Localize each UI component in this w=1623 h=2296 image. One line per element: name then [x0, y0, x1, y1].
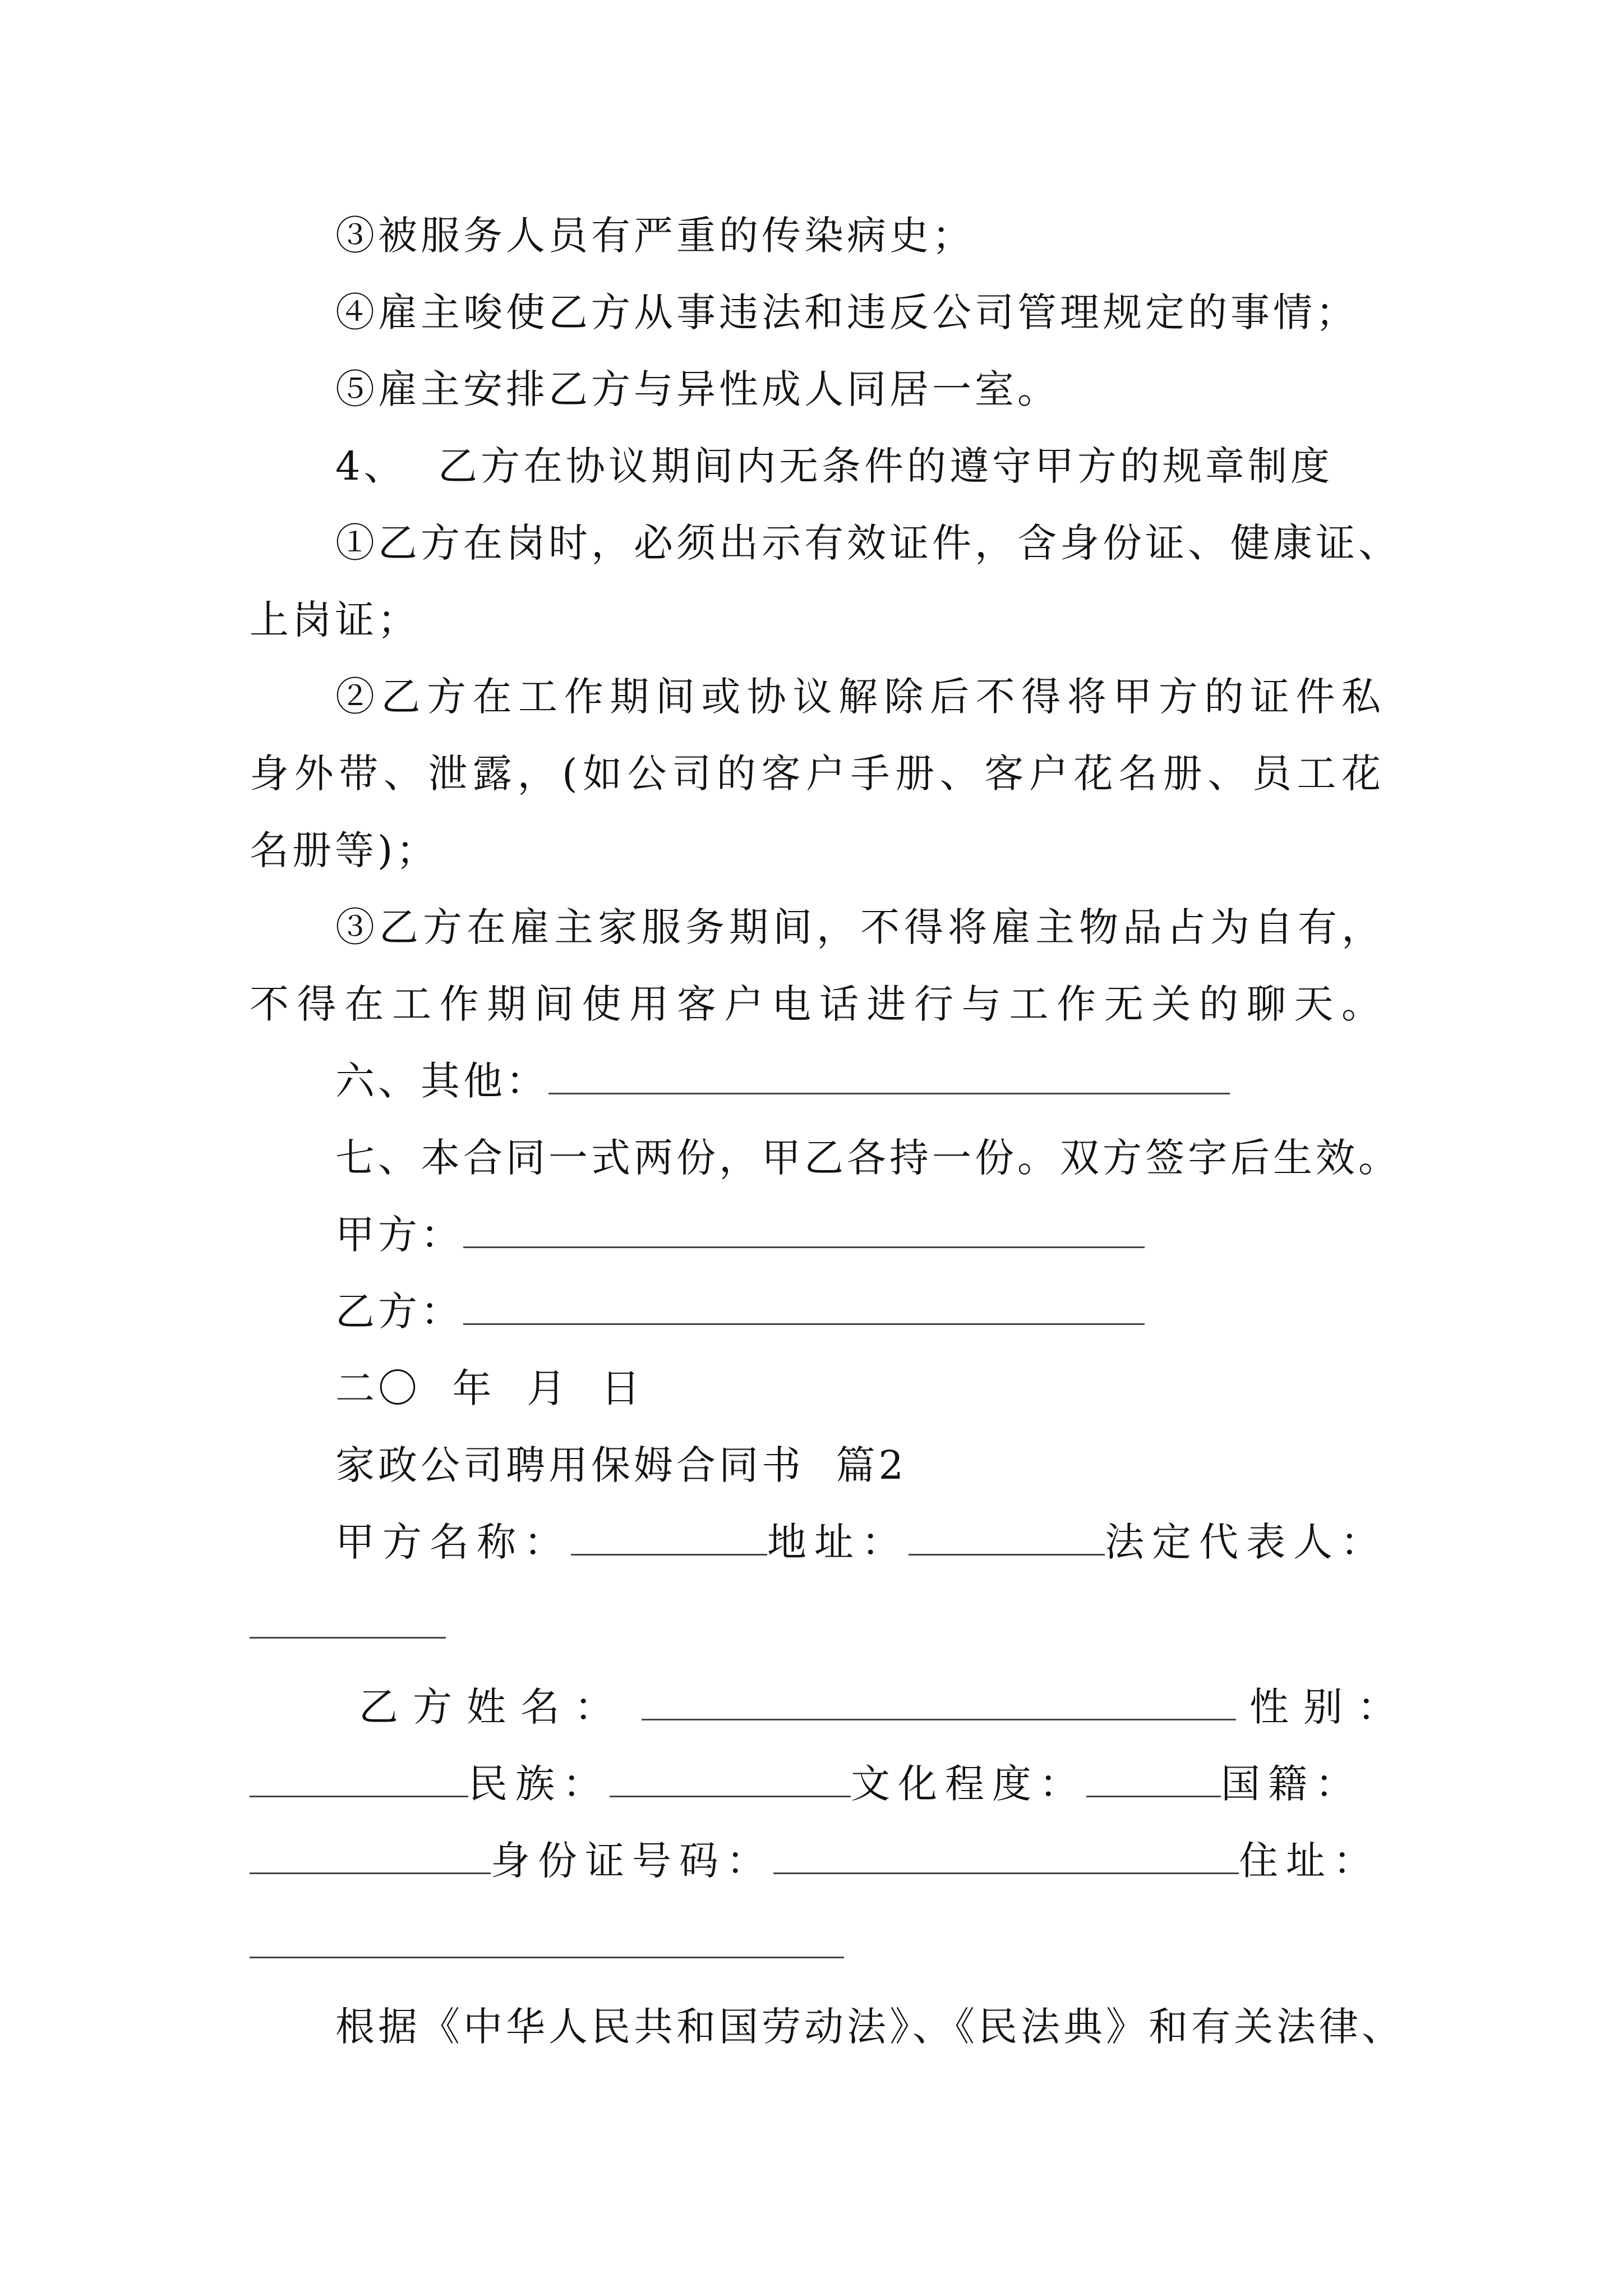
other-clause — [335, 1056, 1230, 1106]
gender-blank[interactable] — [250, 1759, 468, 1797]
residence-label: 住址： — [1239, 1838, 1380, 1884]
education-label: 文化程度： — [851, 1761, 1086, 1807]
party-b-info-line1 — [359, 1682, 1411, 1732]
address-blank[interactable] — [909, 1517, 1105, 1556]
legal-rep-label: 法定代表人： — [1105, 1519, 1387, 1565]
nationality-blank[interactable] — [250, 1835, 491, 1874]
party-b-name-blank[interactable] — [642, 1682, 1236, 1720]
legal-rep-blank[interactable] — [250, 1637, 446, 1639]
closing-paragraph: 根据《中华人民共和国劳动法》、《民法典》和有关法律、 — [335, 2004, 1404, 2050]
clause-3-3: ③被服务人员有严重的传染病史； — [335, 213, 975, 259]
party-b-name-label: 乙方姓名： — [359, 1684, 628, 1730]
id-number-label: 身份证号码： — [491, 1838, 773, 1884]
residence-blank[interactable] — [250, 1957, 844, 1958]
clause-4-title: 4、 乙方在协议期间内无条件的遵守甲方的规章制度 — [335, 443, 1334, 489]
clause-4-2-line1: ②乙方在工作期间或协议解除后不得将甲方的证件私 — [335, 674, 1384, 720]
party-b-info-line3 — [250, 1835, 1380, 1886]
clause-4-3-line2: 不得在工作期间使用客户电话进行与工作无关的聊天。 — [250, 981, 1384, 1027]
clause-3-5: ⑤雇主安排乙方与异性成人同居一室。 — [335, 366, 1060, 412]
education-blank[interactable] — [1086, 1759, 1221, 1797]
party-b-label: 乙方： — [335, 1289, 463, 1335]
section-title: 家政公司聘用保姆合同书 篇2 — [335, 1442, 907, 1488]
copies-clause: 七、本合同一式两份，甲乙各持一份。双方签字后生效。 — [335, 1135, 1401, 1181]
gender-label: 性别： — [1249, 1684, 1411, 1730]
party-a-blank[interactable] — [463, 1209, 1145, 1248]
party-b-blank[interactable] — [463, 1286, 1145, 1325]
clause-3-4: ④雇主唆使乙方从事违法和违反公司管理规定的事情； — [335, 289, 1358, 335]
party-a-label: 甲方： — [335, 1212, 463, 1258]
id-number-blank[interactable] — [773, 1835, 1239, 1874]
other-blank[interactable] — [548, 1056, 1230, 1094]
date-line: 二〇 年 月 日 — [335, 1365, 644, 1411]
party-b-info-line2 — [250, 1759, 1362, 1809]
address-label: 地址： — [767, 1519, 909, 1565]
party-b-signature — [335, 1286, 1145, 1337]
party-a-info — [335, 1517, 1387, 1567]
ethnicity-label: 民族： — [468, 1761, 610, 1807]
other-label: 六、其他： — [335, 1058, 548, 1104]
clause-4-2-line2: 身外带、泄露，(如公司的客户手册、客户花名册、员工花 — [250, 751, 1384, 797]
clause-4-2-line3: 名册等)； — [250, 827, 439, 873]
clause-4-3-line1: ③乙方在雇主家服务期间，不得将雇主物品占为自有， — [335, 904, 1384, 950]
clause-4-1-line1: ①乙方在岗时，必须出示有效证件，含身份证、健康证、 — [335, 520, 1401, 566]
ethnicity-blank[interactable] — [610, 1759, 851, 1797]
party-a-signature — [335, 1209, 1145, 1260]
party-a-name-label: 甲方名称： — [335, 1519, 571, 1565]
party-a-name-blank[interactable] — [571, 1517, 767, 1556]
nationality-label: 国籍： — [1221, 1761, 1362, 1807]
clause-4-1-line2: 上岗证； — [250, 597, 420, 643]
